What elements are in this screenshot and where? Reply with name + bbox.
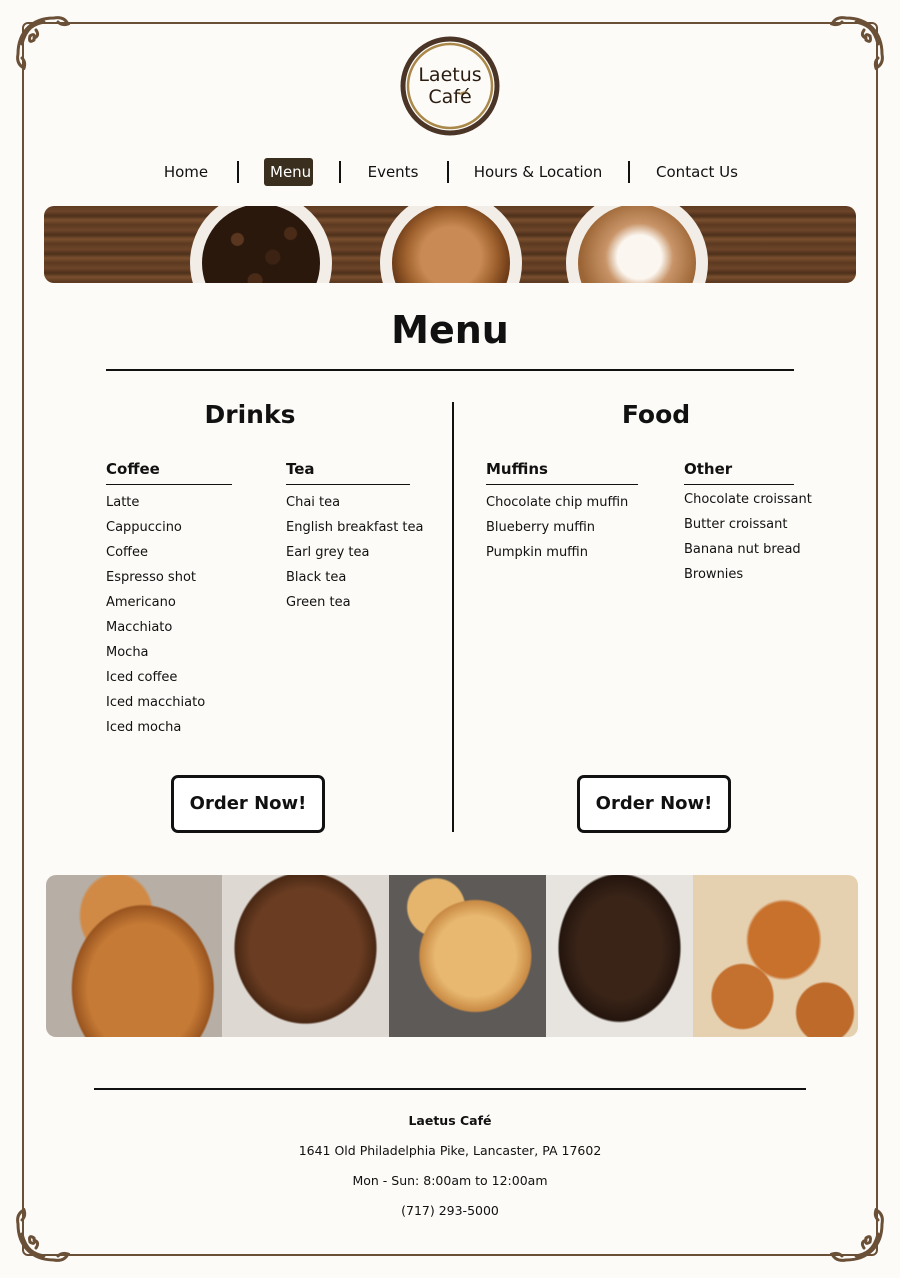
muffins-heading-rule — [486, 484, 638, 485]
ornament-corner-icon — [824, 14, 886, 76]
nav-separator — [339, 161, 341, 183]
tea-item: Black tea — [286, 570, 347, 585]
other-heading: Other — [684, 460, 733, 478]
muffin-item: Pumpkin muffin — [486, 545, 588, 560]
cafe-logo[interactable] — [398, 34, 502, 138]
coffee-item: Iced mocha — [106, 720, 182, 735]
coffee-beans-cup — [190, 206, 332, 283]
nav-separator — [237, 161, 239, 183]
tea-heading: Tea — [286, 460, 315, 478]
latte-art-cup — [566, 206, 708, 283]
coffee-item: Coffee — [106, 545, 148, 560]
footer-address: 1641 Old Philadelphia Pike, Lancaster, PA 17602 — [298, 1143, 602, 1158]
coffee-item: Americano — [106, 595, 176, 610]
footer-divider — [94, 1088, 806, 1090]
food-order-now-button[interactable]: Order Now! — [577, 775, 731, 833]
muffins-heading: Muffins — [486, 460, 548, 478]
title-divider — [106, 369, 794, 371]
drinks-order-now-button[interactable]: Order Now! — [171, 775, 325, 833]
nav-separator — [628, 161, 630, 183]
other-item: Banana nut bread — [684, 542, 801, 557]
coffee-heading: Coffee — [106, 460, 160, 478]
ornament-corner-icon — [14, 14, 76, 76]
espresso-cup — [380, 206, 522, 283]
other-item: Chocolate croissant — [684, 492, 812, 507]
other-item: Butter croissant — [684, 517, 788, 532]
logo-line-1: Laetus — [418, 64, 482, 86]
main-nav — [0, 158, 900, 188]
logo-line-2: Café — [428, 86, 472, 108]
column-divider — [452, 402, 454, 832]
footer-phone[interactable]: (717) 293-5000 — [401, 1203, 499, 1218]
tea-item: Earl grey tea — [286, 545, 370, 560]
other-item: Brownies — [684, 567, 744, 582]
coffee-item: Iced macchiato — [106, 695, 206, 710]
nav-menu[interactable]: Menu — [264, 158, 313, 186]
food-photo-strip — [46, 875, 858, 1037]
tea-item: Green tea — [286, 595, 351, 610]
other-heading-rule — [684, 484, 794, 485]
chocolate-muffin-photo — [222, 875, 389, 1037]
coffee-item: Macchiato — [106, 620, 173, 635]
page-title: Menu — [391, 308, 509, 352]
drinks-title: Drinks — [204, 400, 296, 429]
croissant-photo — [46, 875, 222, 1037]
nav-hours-location[interactable]: Hours & Location — [473, 163, 603, 181]
nav-contact-us[interactable]: Contact Us — [656, 163, 738, 181]
food-title: Food — [621, 400, 691, 429]
tea-item: English breakfast tea — [286, 520, 424, 535]
coffee-banner-image — [44, 206, 856, 283]
tea-item: Chai tea — [286, 495, 341, 510]
logo-text — [398, 64, 502, 108]
blueberry-muffin-photo — [389, 875, 546, 1037]
muffin-item: Chocolate chip muffin — [486, 495, 629, 510]
coffee-item: Mocha — [106, 645, 149, 660]
brownie-photo — [546, 875, 693, 1037]
tea-heading-rule — [286, 484, 410, 485]
muffin-item: Blueberry muffin — [486, 520, 596, 535]
nav-separator — [447, 161, 449, 183]
croissants-tray-photo — [693, 875, 858, 1037]
coffee-heading-rule — [106, 484, 232, 485]
footer-hours: Mon - Sun: 8:00am to 12:00am — [352, 1173, 548, 1188]
coffee-item: Iced coffee — [106, 670, 178, 685]
nav-home[interactable]: Home — [163, 163, 209, 181]
coffee-item: Espresso shot — [106, 570, 196, 585]
coffee-item: Cappuccino — [106, 520, 182, 535]
coffee-item: Latte — [106, 495, 140, 510]
nav-events[interactable]: Events — [367, 163, 419, 181]
footer-name: Laetus Café — [408, 1113, 492, 1128]
